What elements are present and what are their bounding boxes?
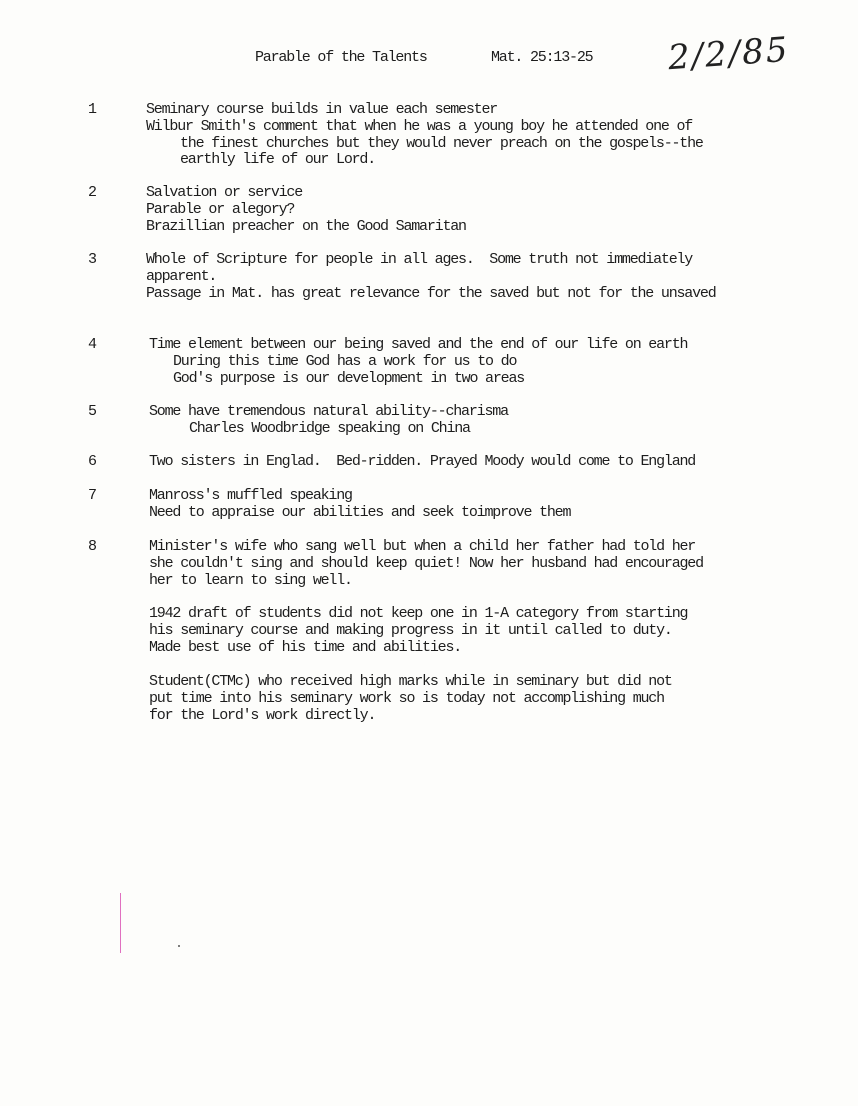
paragraph-line: 1942 draft of students did not keep one in 1-A category from starting xyxy=(149,605,688,622)
item-line: earthly life of our Lord. xyxy=(180,151,376,169)
item-line: Whole of Scripture for people in all ages. Some truth not immediately xyxy=(146,251,693,268)
item-line: Passage in Mat. has great relevance for the saved but not for the unsaved xyxy=(146,284,716,302)
document-title: Parable of the Talents xyxy=(255,49,427,66)
scripture-reference: Mat. 25:13-25 xyxy=(491,49,593,66)
handwritten-date: 2/2/85 xyxy=(666,29,791,79)
pink-pen-mark xyxy=(120,893,121,953)
paragraph-line: Made best use of his time and abilities. xyxy=(149,638,462,656)
item-number: 4 xyxy=(88,336,96,353)
item-line: God's purpose is our development in two areas xyxy=(173,369,525,387)
paragraph-line: for the Lord's work directly. xyxy=(149,706,376,724)
paragraph-line: his seminary course and making progress in it until called to duty. xyxy=(149,621,672,639)
item-number: 6 xyxy=(88,453,96,470)
item-line: Two sisters in Englad. Bed-ridden. Prayed Moody would come to England xyxy=(149,453,696,470)
item-line: the finest churches but they would never preach on the gospels--the xyxy=(180,134,703,152)
item-line: apparent. xyxy=(146,267,217,285)
item-line: During this time God has a work for us to do xyxy=(173,352,517,370)
item-line: Some have tremendous natural ability--charisma xyxy=(149,403,508,420)
item-number: 2 xyxy=(88,184,96,201)
item-number: 1 xyxy=(88,101,96,118)
item-line: Need to appraise our abilities and seek toimprove them xyxy=(149,503,571,521)
item-number: 5 xyxy=(88,403,96,420)
paragraph-line: Student(CTMc) who received high marks while in seminary but did not xyxy=(149,673,672,690)
paragraph-line: put time into his seminary work so is today not accomplishing much xyxy=(149,689,664,707)
item-line: Brazillian preacher on the Good Samaritan xyxy=(146,217,466,235)
item-line: Salvation or service xyxy=(146,184,303,201)
speck xyxy=(178,945,180,947)
item-line: Minister's wife who sang well but when a child her father had told her xyxy=(149,538,696,555)
item-line: her to learn to sing well. xyxy=(149,571,352,589)
item-line: Time element between our being saved and the end of our life on earth xyxy=(149,336,688,353)
item-line: Parable or alegory? xyxy=(146,200,295,218)
item-number: 3 xyxy=(88,251,96,268)
item-number: 8 xyxy=(88,538,96,555)
item-line: Manross's muffled speaking xyxy=(149,487,352,504)
item-number: 7 xyxy=(88,487,96,504)
item-line: Wilbur Smith's comment that when he was a young boy he attended one of xyxy=(146,117,693,135)
item-line: she couldn't sing and should keep quiet! Now her husband had encouraged xyxy=(149,554,703,572)
item-line: Charles Woodbridge speaking on China xyxy=(189,419,470,437)
item-line: Seminary course builds in value each semester xyxy=(146,101,498,118)
